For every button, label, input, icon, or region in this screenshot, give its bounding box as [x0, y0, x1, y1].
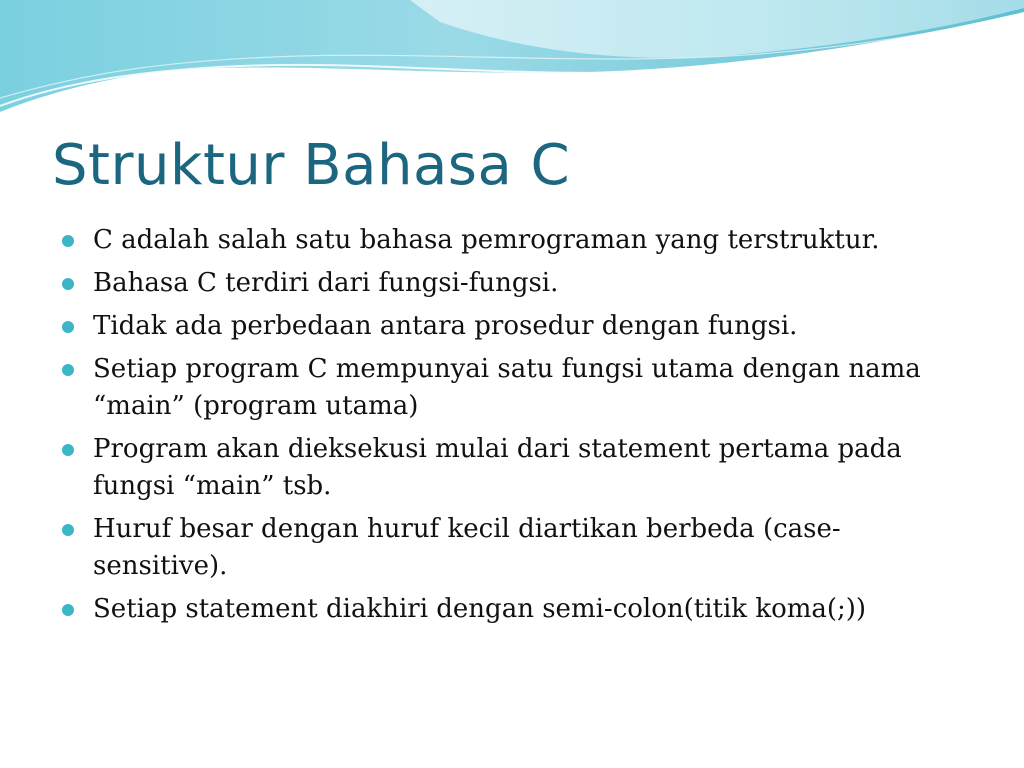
bullet-text: Program akan dieksekusi mulai dari statement pertama pada fungsi “main” tsb. [93, 434, 902, 501]
wave-decoration-icon [0, 0, 1024, 130]
slide-title: Struktur Bahasa C [52, 133, 571, 198]
bullet-text: C adalah salah satu bahasa pemrograman yang terstruktur. [93, 225, 880, 255]
round-bullet-icon [62, 235, 74, 247]
bullet-text: Huruf besar dengan huruf kecil diartikan berbeda (case-sensitive). [93, 514, 841, 581]
round-bullet-icon [62, 278, 74, 290]
bullet-item [62, 265, 962, 302]
round-bullet-icon [62, 524, 74, 536]
bullet-item [62, 511, 962, 585]
bullet-item [62, 591, 962, 628]
bullet-text: Setiap program C mempunyai satu fungsi utama dengan nama “main” (program utama) [93, 354, 921, 421]
bullet-text: Bahasa C terdiri dari fungsi-fungsi. [93, 268, 559, 298]
round-bullet-icon [62, 604, 74, 616]
bullet-text: Setiap statement diakhiri dengan semi-colon(titik koma(;)) [93, 594, 867, 624]
bullet-item [62, 431, 962, 505]
bullet-item [62, 222, 962, 259]
bullet-list [62, 222, 962, 634]
round-bullet-icon [62, 364, 74, 376]
bullet-item [62, 351, 962, 425]
round-bullet-icon [62, 444, 74, 456]
bullet-item [62, 308, 962, 345]
round-bullet-icon [62, 321, 74, 333]
bullet-text: Tidak ada perbedaan antara prosedur dengan fungsi. [93, 311, 798, 341]
